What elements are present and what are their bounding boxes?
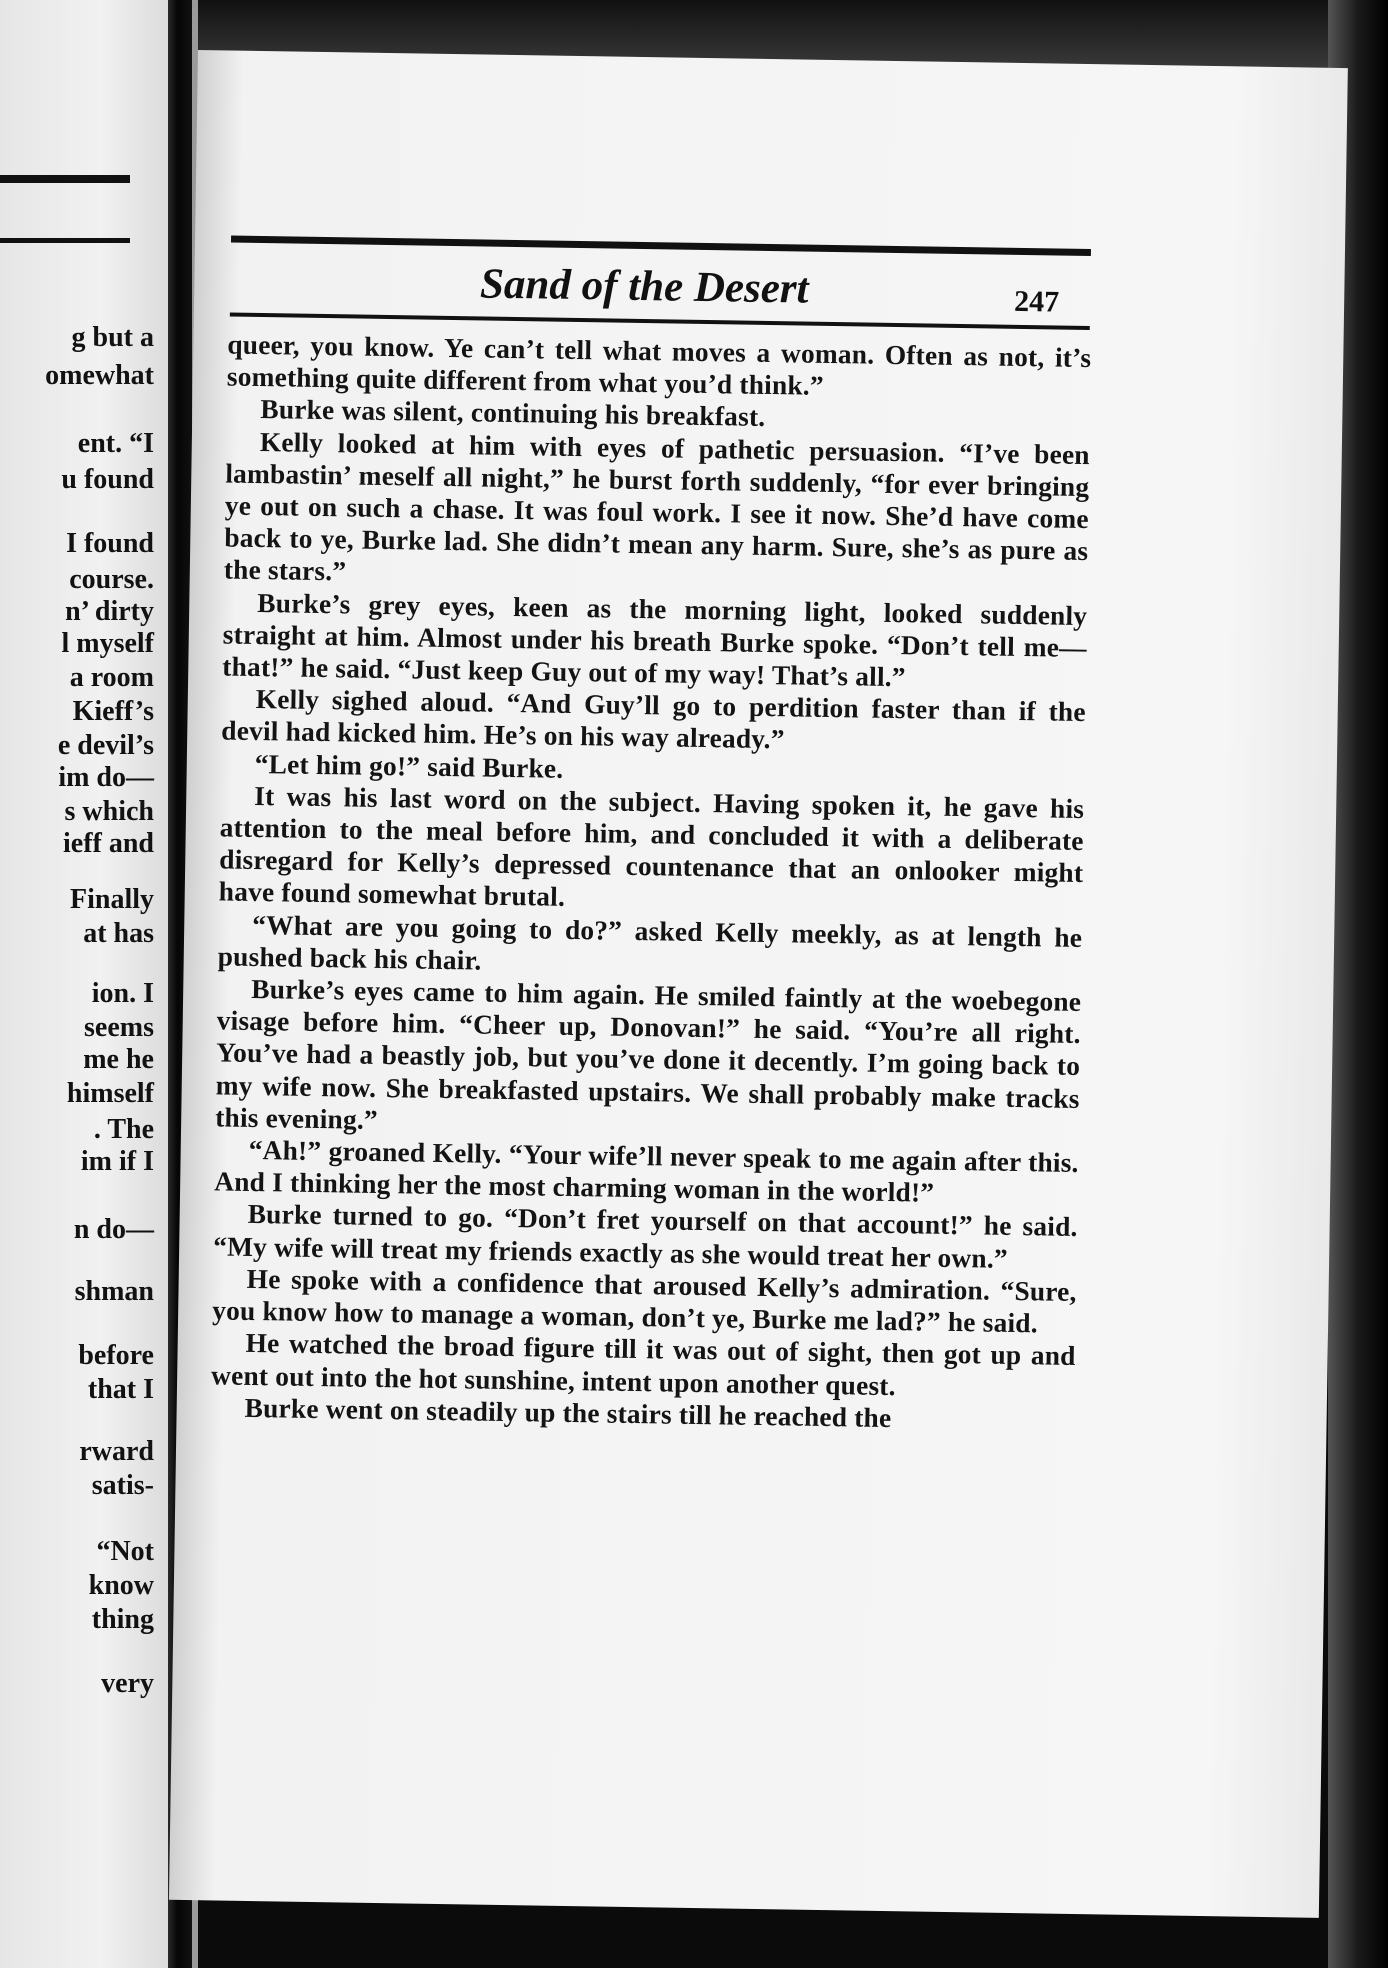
running-title: Sand of the Desert (479, 260, 809, 313)
page-number: 247 (1013, 284, 1060, 319)
left-page-rule-top (0, 175, 130, 183)
paragraph: Kelly sighed aloud. “And Guy’ll go to perdition faster than if the devil had kicked him. He’s on his way already.” (221, 684, 1086, 755)
left-page-line: rward (79, 1436, 154, 1467)
paragraph: Kelly looked at him with eyes of pathetic persuasion. “I’ve been lambastin’ meself all night,” he burst forth suddenly, “for ever bringing ye out on such a chase. It was foul work. I see it now. She’d have come back to ye, Burke lad. She didn’t mean any harm. Sure, she’s as pure as the stars.” (223, 426, 1090, 587)
right-page (169, 50, 1348, 1918)
left-page-line: Kieff’s (72, 696, 154, 727)
left-page-line: himself (66, 1078, 154, 1109)
left-page-line: n do— (73, 1214, 154, 1245)
left-page-line: a room (69, 662, 154, 693)
header-rule-bottom (230, 313, 1090, 331)
left-page-line: ent. “I (77, 428, 154, 459)
left-page-line: shman (74, 1276, 154, 1307)
left-page-line: omewhat (45, 360, 154, 391)
left-page-line: before (78, 1340, 154, 1371)
left-page-line: im do— (58, 762, 154, 793)
left-page-line: at has (83, 918, 154, 949)
left-page-line: seems (84, 1012, 154, 1043)
left-page-line: me he (83, 1044, 154, 1075)
left-page-line: know (88, 1570, 154, 1601)
paragraph: Burke’s grey eyes, keen as the morning light, looked suddenly straight at him. Almost under his breath Burke spoke. “Don’t tell me—that!” he said. “Just keep Guy out of my way! That’s all.” (222, 587, 1088, 693)
left-page-line: n’ dirty (65, 596, 154, 627)
left-page-line: e devil’s (57, 730, 154, 761)
left-page-line: thing (91, 1604, 154, 1635)
left-page-line: s which (64, 796, 154, 827)
paragraph: Burke was silent, continuing his breakfast. (260, 394, 766, 433)
paragraph: “What are you going to do?” asked Kelly meekly, as at length he pushed back his chair. (217, 909, 1083, 976)
left-page-line: . The (93, 1114, 154, 1145)
left-page-line: “Not (96, 1536, 154, 1567)
paragraph: Burke turned to go. “Don’t fret yourself on that account!” he said. “My wife will treat my friends exactly as she would treat her own.” (212, 1199, 1078, 1274)
body-text (210, 328, 1091, 1436)
paragraph: He watched the broad figure till it was out of sight, then got up and went out into the hot sunshine, intent upon another quest. (210, 1328, 1076, 1401)
left-page-line: very (101, 1668, 154, 1699)
paragraph: queer, you know. Ye can’t tell what moves a woman. Often as not, it’s something quite different from what you’d think.” (226, 329, 1092, 402)
left-page-line: that I (87, 1374, 154, 1405)
paragraph: “Let him go!” said Burke. (254, 748, 564, 784)
left-page-line: l myself (61, 628, 154, 659)
left-page-line: course. (69, 564, 154, 595)
left-page-line: Finally (69, 884, 154, 915)
left-page-line: satis- (91, 1470, 154, 1501)
left-page-line: im if I (80, 1146, 154, 1177)
paragraph: He spoke with a confidence that aroused Kelly’s admiration. “Sure, you know how to manage a woman, don’t ye, Burke me lad?” he said. (211, 1263, 1077, 1339)
header-rule-top (231, 236, 1091, 257)
left-page-line: ion. I (91, 978, 154, 1009)
left-page-line: g but a (71, 322, 154, 353)
left-page-line: u found (61, 464, 154, 495)
paragraph: Burke went on steadily up the stairs till he reached the (244, 1392, 892, 1433)
left-page-fragment (0, 0, 168, 1968)
left-page-line: I found (66, 528, 154, 559)
left-page-line: ieff and (63, 828, 154, 859)
paragraph: “Ah!” groaned Kelly. “Your wife’ll never speak to me again after this. And I thinking her the most charming woman in the world!” (213, 1135, 1079, 1208)
left-page-rule-bottom (0, 238, 130, 243)
paragraph: It was his last word on the subject. Having spoken it, he gave his attention to the meal before him, and concluded it with a deliberate disregard for Kelly’s depressed countenance that an onlooker might have found somewhat brutal. (218, 780, 1085, 913)
paragraph: Burke’s eyes came to him again. He smiled faintly at the woebegone visage before him. “Cheer up, Donovan!” he said. “You’re all right. You’ve had a beastly job, but you’ve done it decently. I’m going back to my wife now. She breakfasted upstairs. We shall probably make tracks this evening.” (215, 974, 1082, 1135)
